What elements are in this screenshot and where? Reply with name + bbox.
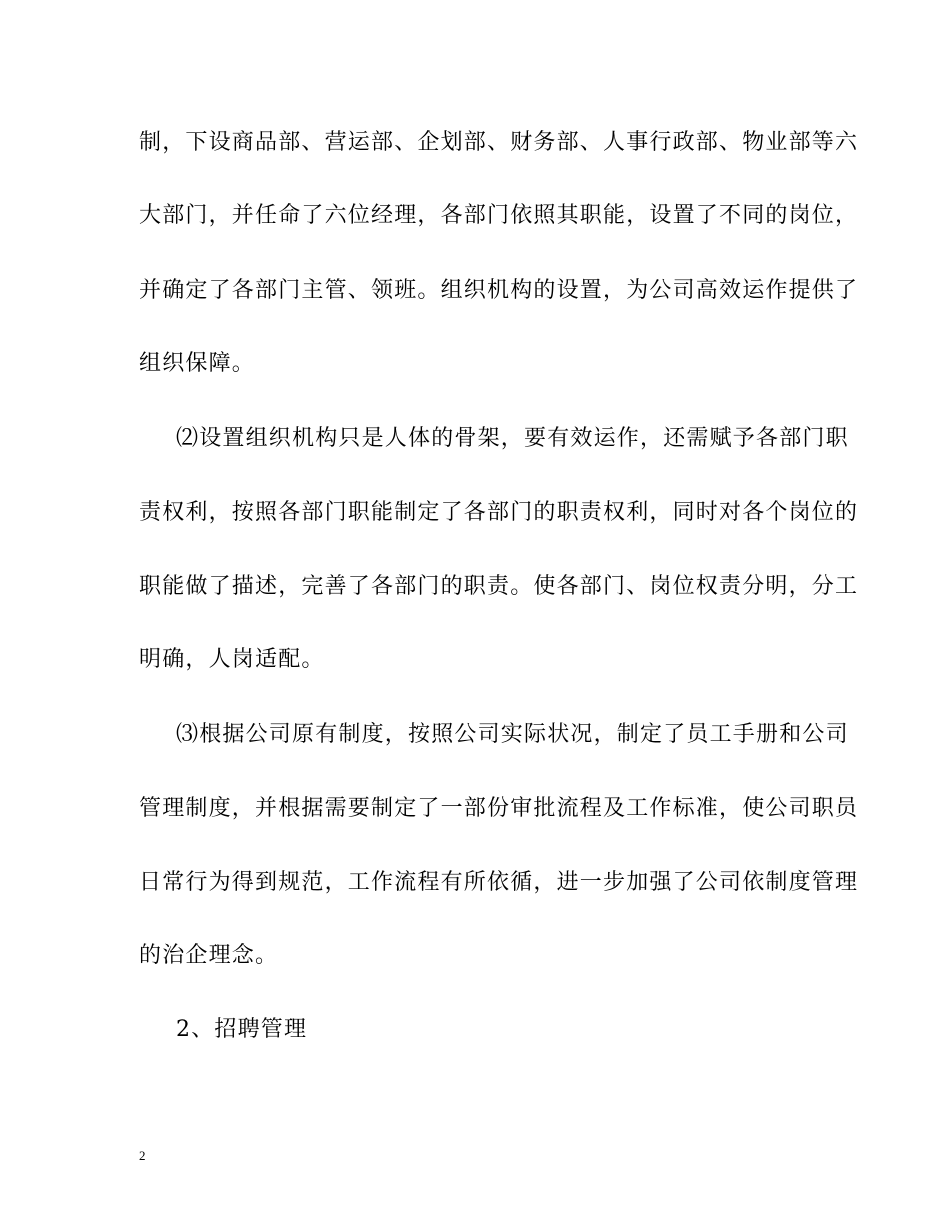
text-line: ⑶根据公司原有制度，按照公司实际状况，制定了员工手册和公司 [176, 722, 849, 747]
text-line: 制，下设商品部、营运部、企划部、财务部、人事行政部、物业部等六 [139, 130, 859, 155]
text-line: ⑵设置组织机构只是人体的骨架，要有效运作，还需赋予各部门职 [176, 426, 849, 451]
text-line: 组织保障。 [139, 351, 256, 376]
text-line: 明确，人岗适配。 [139, 647, 325, 672]
text-line: 大部门，并任命了六位经理，各部门依照其职能，设置了不同的岗位， [139, 203, 859, 228]
page-number: 2 [139, 1148, 146, 1163]
text-line: 并确定了各部门主管、领班。组织机构的设置，为公司高效运作提供了 [139, 278, 859, 303]
text-line: 职能做了描述，完善了各部门的职责。使各部门、岗位权责分明，分工 [139, 574, 859, 599]
text-line: 日常行为得到规范，工作流程有所依循，进一步加强了公司依制度管理 [139, 870, 859, 895]
text-line: 责权利，按照各部门职能制定了各部门的职责权利，同时对各个岗位的 [139, 500, 859, 525]
text-line: 管理制度，并根据需要制定了一部份审批流程及工作标准，使公司职员 [139, 796, 859, 821]
text-line: 的治企理念。 [139, 943, 279, 968]
section-heading: 2、招聘管理 [176, 1017, 308, 1042]
